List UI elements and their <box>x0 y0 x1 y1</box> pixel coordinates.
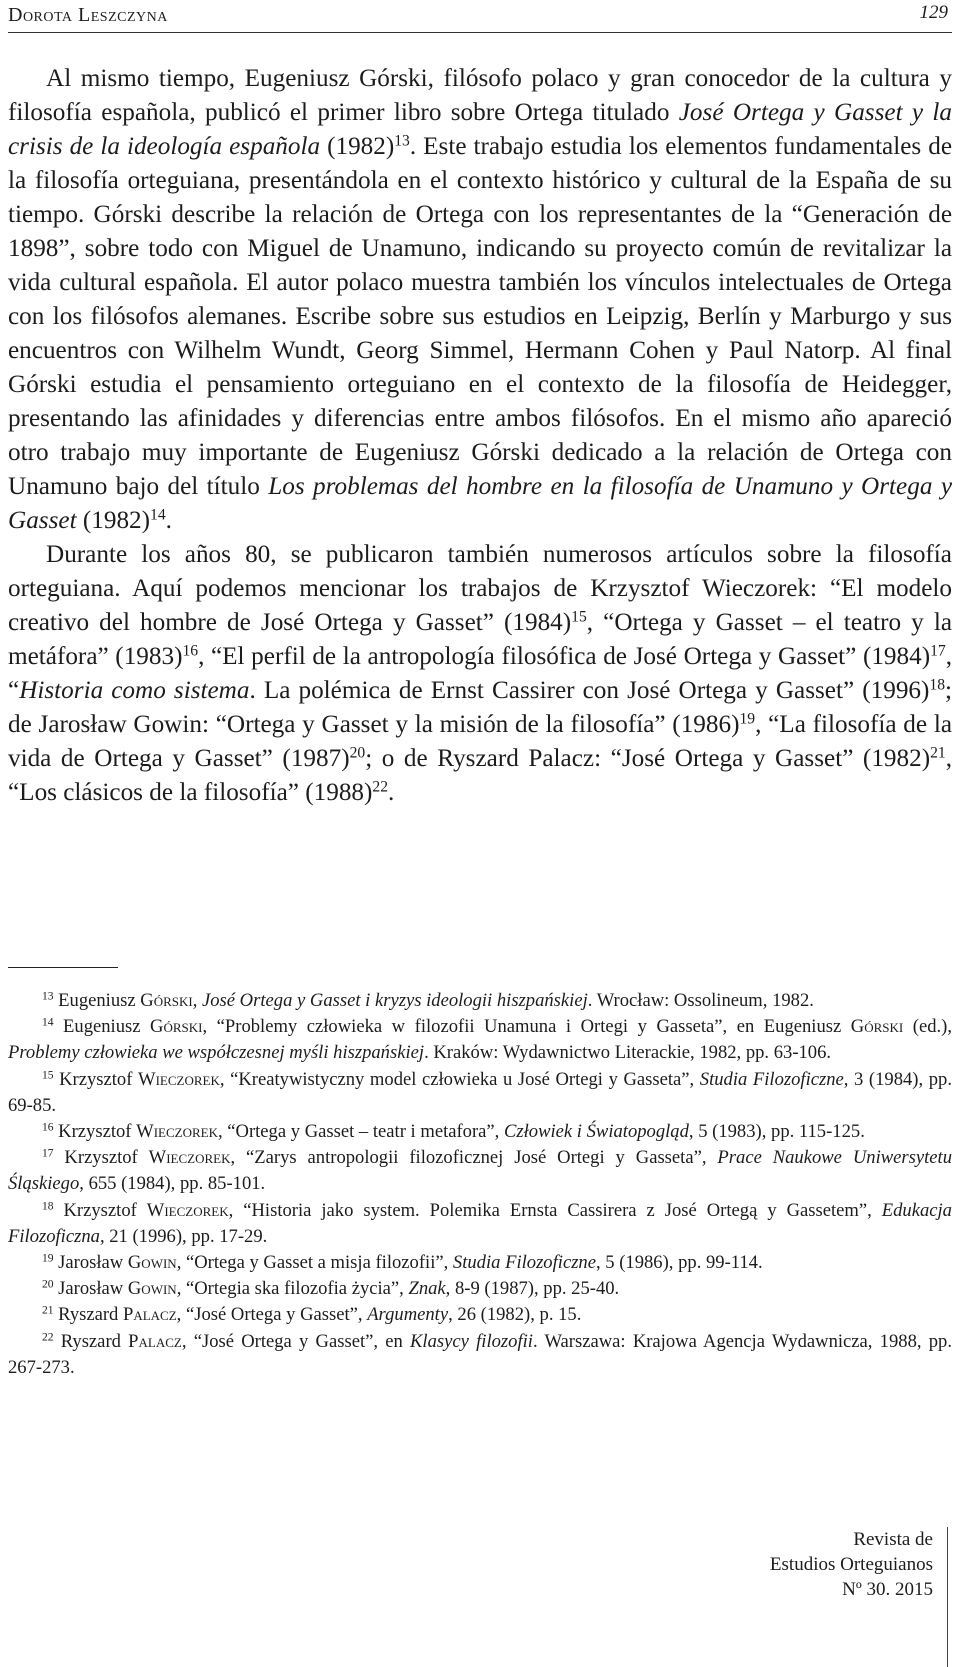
text-run: . Kraków: Wydawnictwo Literackie, 1982, pp. 63-106. <box>424 1042 832 1064</box>
text-run: Jarosław <box>53 1252 128 1274</box>
text-run: Eugeniusz <box>53 990 141 1011</box>
footnote-18 <box>8 1198 952 1250</box>
text-run: , “Zarys antropologii filozoficznej José Ortegi y Gasseta”, <box>230 1147 718 1169</box>
author-surname: Gowin <box>127 1252 177 1274</box>
text-run: , “La filosofía de la vida de Ortega y Gasset” (1987) <box>8 711 952 772</box>
text-run: , 3 (1984), pp. 69-85. <box>8 1068 952 1116</box>
footnote-number: 15 <box>42 1069 54 1082</box>
text-run: . <box>388 779 395 806</box>
author-surname: Wieczorek <box>148 1147 231 1169</box>
footnote-ref-21[interactable]: 21 <box>930 744 946 762</box>
text-run: Al mismo tiempo, Eugeniusz Górski, filósofo polaco y gran conocedor de la cultura y filosofía española, publicó el primer libro sobre Ortega titulado <box>8 65 952 126</box>
book-title: Los problemas del hombre en la filosofía de Unamuno y Ortega y Gasset <box>8 473 952 534</box>
work-title: Studia Filozoficzne <box>452 1252 596 1274</box>
work-title: Argumenty <box>367 1304 449 1326</box>
paragraph-2 <box>8 538 952 810</box>
text-run: (1982) <box>76 507 151 534</box>
text-run: . <box>165 507 172 534</box>
text-run: Ryszard <box>53 1304 123 1326</box>
text-run: , <box>192 990 202 1011</box>
text-run: ; o de Ryszard Palacz: “José Ortega y Gasset” (1982) <box>365 745 931 772</box>
page-number: 129 <box>919 2 948 23</box>
book-title: José Ortega y Gasset y la crisis de la ideología española <box>8 99 952 160</box>
text-run: (1982) <box>320 133 395 160</box>
text-run: , “Kreatywistyczny model człowieka u José Ortegi y Gasseta”, <box>219 1068 700 1090</box>
footnote-ref-22[interactable]: 22 <box>372 778 389 796</box>
text-run: , 655 (1984), pp. 85-101. <box>79 1173 266 1195</box>
header-author: Dorota Leszczyna <box>8 4 168 26</box>
text-run: ; de Jarosław Gowin: “Ortega y Gasset y la misión de la filosofía” (1986) <box>8 677 952 738</box>
footnote-17 <box>8 1145 952 1197</box>
footnote-number: 22 <box>42 1331 54 1344</box>
work-title: Klasycy filozofii <box>410 1330 533 1352</box>
footnote-ref-13[interactable]: 13 <box>394 132 410 150</box>
footnote-ref-20[interactable]: 20 <box>349 744 366 762</box>
footnote-16 <box>8 1119 952 1145</box>
journal-line-1: Revista de <box>853 1529 933 1550</box>
author-surname: Wieczorek <box>146 1199 229 1221</box>
author-surname: Palacz <box>128 1330 182 1352</box>
footnote-22 <box>8 1329 952 1381</box>
text-run: , “Ortega y Gasset a misja filozofii”, <box>176 1252 453 1274</box>
text-run: , “ <box>8 643 952 704</box>
text-run: Krzysztof <box>53 1068 139 1090</box>
text-run: Durante los años 80, se publicaron también numerosos artículos sobre la filosofía orteguiana. Aquí podemos mencionar los trabajos de Krzysztof Wieczorek: “El modelo creativo del hombre de José Ortega y Gasset” (1984) <box>8 541 952 636</box>
footnotes <box>8 988 952 1381</box>
text-run: , “El perfil de la antropología filosófica de José Ortega y Gasset” (1984) <box>198 643 931 670</box>
footnote-21 <box>8 1302 952 1328</box>
footnote-number: 19 <box>42 1252 54 1265</box>
footnote-number: 17 <box>42 1147 54 1160</box>
footnote-ref-15[interactable]: 15 <box>571 608 587 626</box>
main-text <box>8 62 952 810</box>
footnote-ref-17[interactable]: 17 <box>930 642 946 660</box>
text-run: Krzysztof <box>53 1147 149 1169</box>
text-run: , “José Ortega y Gasset”, en <box>181 1330 411 1352</box>
journal-line-3: Nº 30. 2015 <box>842 1579 933 1600</box>
footnote-number: 13 <box>42 990 54 1003</box>
work-title: Prace Naukowe Uniwersytetu Śląskiego <box>8 1147 952 1195</box>
footnote-divider <box>8 967 118 968</box>
text-run: , “Ortega y Gasset – teatr i metafora”, <box>217 1121 504 1143</box>
journal-line-2: Estudios Orteguianos <box>769 1554 933 1575</box>
text-run: Eugeniusz <box>53 1016 151 1038</box>
author-surname: Wieczorek <box>138 1068 220 1090</box>
text-run: Jarosław <box>53 1278 128 1300</box>
text-run: Krzysztof <box>53 1199 147 1221</box>
text-run: , “Problemy człowieka w filozofii Unamuna i Ortegi y Gasseta”, en Eugeniusz <box>202 1016 851 1038</box>
text-run: , “Ortegia ska filozofia życia”, <box>176 1278 409 1300</box>
footnote-19 <box>8 1250 952 1276</box>
footnote-ref-14[interactable]: 14 <box>150 506 166 524</box>
work-title: Znak <box>408 1278 446 1300</box>
text-run: . Este trabajo estudia los elementos fundamentales de la filosofía orteguiana, presentándola en el contexto histórico y cultural de la España de su tiempo. Górski describe la relación de Ortega con los representantes de la “Generación de 1898”, sobre todo con Miguel de Unamuno, indicando su proyecto común de revitalizar la vida cultural española. El autor polaco muestra también los vínculos intelectuales de Ortega con los filósofos alemanes. Escribe sobre sus estudios en Leipzig, Berlín y Marburgo y sus encuentros con Wilhelm Wundt, Georg Simmel, Hermann Cohen y Paul Natorp. Al final Górski estudia el pensamiento orteguiano en el contexto de la filosofía de Heidegger, presentando las afinidades y diferencias entre ambos filósofos. En el mismo año apareció otro trabajo muy importante de Eugeniusz Górski dedicado a la relación de Ortega con Unamuno bajo del título <box>8 133 953 500</box>
author-surname: Palacz <box>123 1304 177 1326</box>
work-title: José Ortega y Gasset i kryzys ideologii hiszpańskiej <box>202 990 588 1011</box>
footnote-15 <box>8 1067 952 1119</box>
footnote-ref-18[interactable]: 18 <box>929 676 945 694</box>
footnote-20 <box>8 1276 952 1302</box>
text-run: , “José Ortega y Gasset”, <box>176 1304 368 1326</box>
journal-imprint <box>770 1527 948 1667</box>
text-run: Ryszard <box>53 1330 129 1352</box>
text-run: , 26 (1982), p. 15. <box>448 1304 582 1326</box>
text-run: . Warszawa: Krajowa Agencja Wydawnicza, 1988, pp. 267-273. <box>8 1330 952 1378</box>
text-run: , “Ortega y Gasset – el teatro y la metáfora” (1983) <box>8 609 952 670</box>
footnote-number: 14 <box>42 1016 54 1029</box>
author-surname: Górski <box>140 990 193 1011</box>
footnote-ref-19[interactable]: 19 <box>739 710 756 728</box>
text-run: Krzysztof <box>53 1121 137 1143</box>
text-run: (ed.), <box>903 1016 953 1038</box>
author-surname: Górski <box>850 1016 904 1038</box>
footnote-number: 21 <box>42 1305 54 1318</box>
footnote-number: 18 <box>42 1200 54 1213</box>
footnote-13 <box>8 988 952 1014</box>
work-title: Studia Filozoficzne <box>699 1068 844 1090</box>
article-title: Historia como sistema <box>19 677 250 704</box>
work-title: Człowiek i Światopogląd <box>503 1121 689 1143</box>
running-header <box>8 0 952 33</box>
text-run: , 5 (1983), pp. 115-125. <box>688 1121 865 1143</box>
footnote-number: 16 <box>42 1121 54 1134</box>
text-run: , “Historia jako system. Polemika Ernsta Cassirera z José Ortegą y Gassetem”, <box>228 1199 882 1221</box>
author-surname: Wieczorek <box>136 1121 218 1143</box>
text-run: , 8-9 (1987), pp. 25-40. <box>445 1278 620 1300</box>
text-run: . La polémica de Ernst Cassirer con José Ortega y Gasset” (1996) <box>249 677 930 704</box>
footnote-number: 20 <box>42 1278 54 1291</box>
work-title: Problemy człowieka we współczesnej myśli hiszpańskiej <box>8 1042 425 1064</box>
footnote-14 <box>8 1014 952 1066</box>
text-run: . Wrocław: Ossolineum, 1982. <box>587 990 814 1011</box>
author-surname: Górski <box>150 1016 203 1038</box>
footnote-ref-16[interactable]: 16 <box>182 642 199 660</box>
work-title: Edukacja Filozoficzna <box>8 1199 952 1247</box>
author-surname: Gowin <box>127 1278 177 1300</box>
text-run: , “Los clásicos de la filosofía” (1988) <box>8 745 952 806</box>
paragraph-1 <box>8 62 952 538</box>
text-run: , 21 (1996), pp. 17-29. <box>99 1225 268 1247</box>
text-run: , 5 (1986), pp. 99-114. <box>595 1252 763 1274</box>
